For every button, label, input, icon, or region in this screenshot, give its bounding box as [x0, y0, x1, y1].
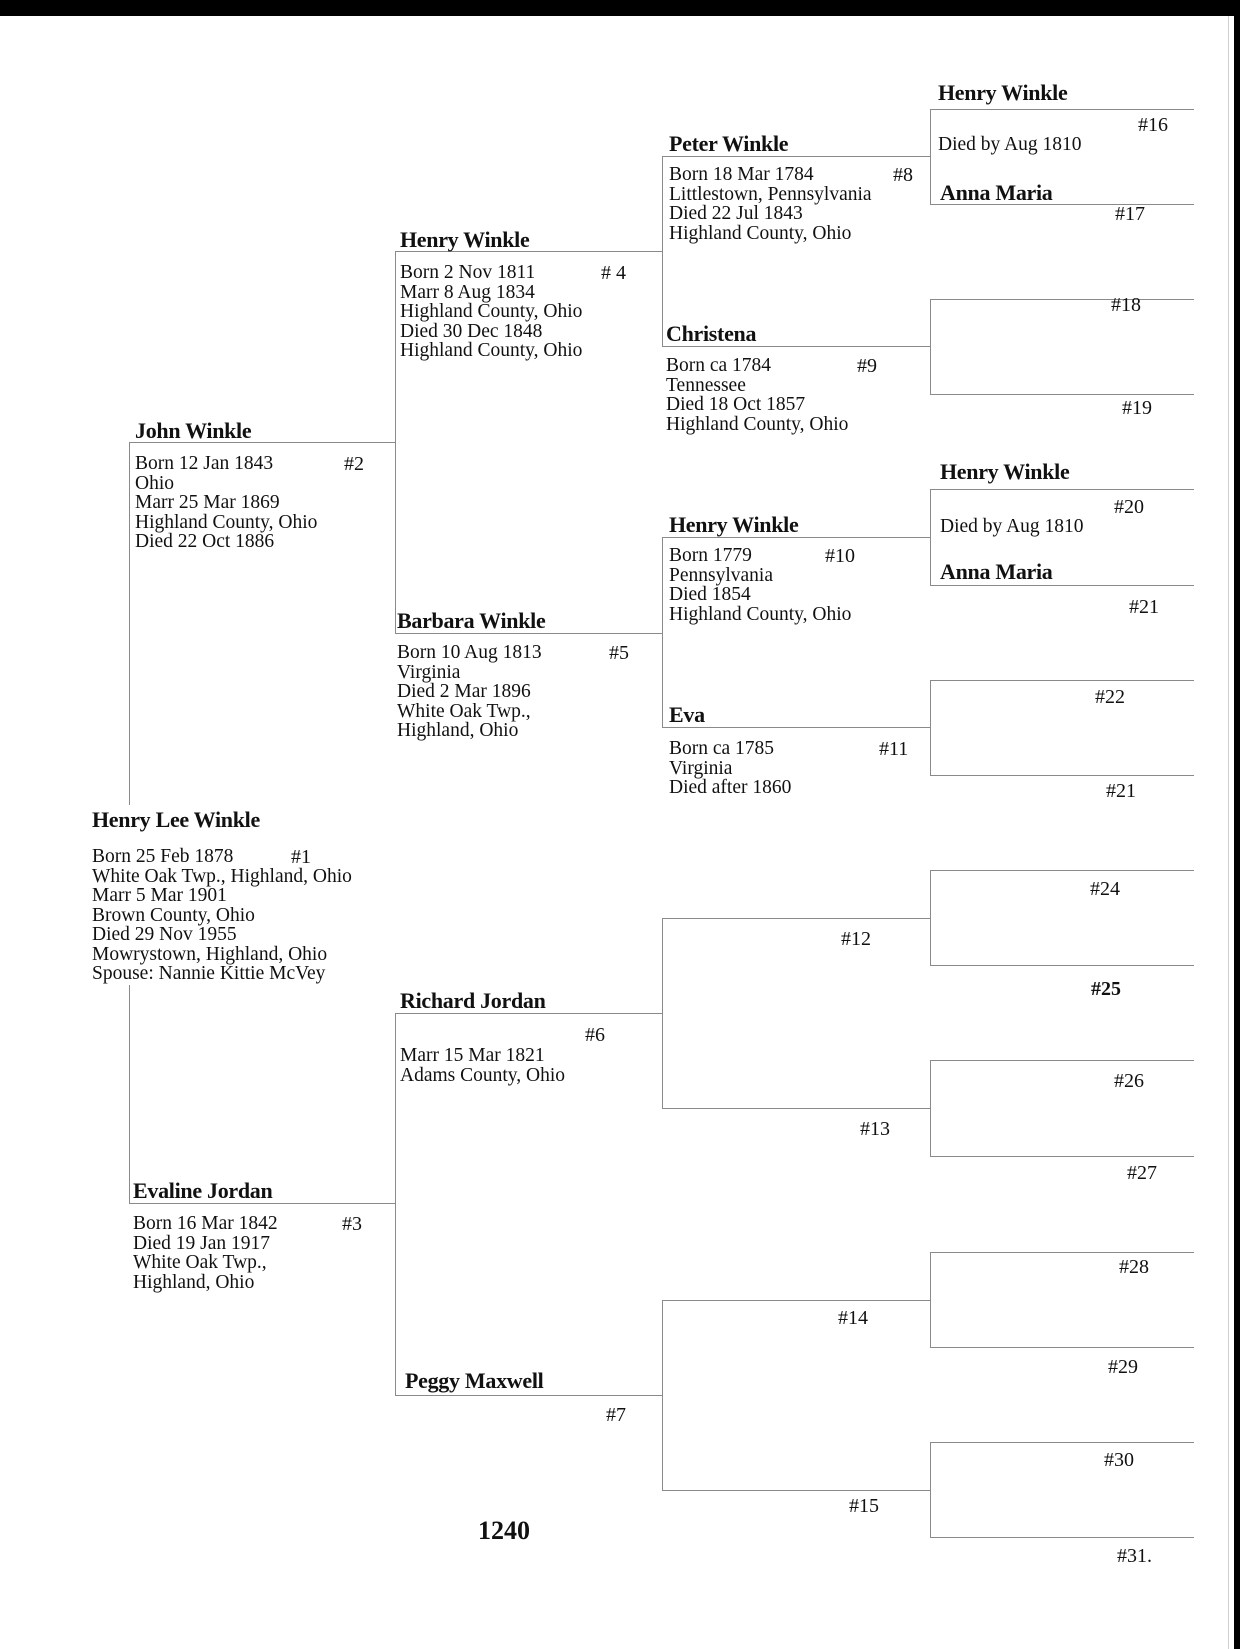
connector-line — [662, 1300, 663, 1490]
detail-line: Born 16 Mar 1842 — [133, 1213, 278, 1234]
detail-line: Marr 15 Mar 1821 — [400, 1045, 545, 1066]
person-name: Christena — [666, 321, 757, 346]
connector-line — [930, 870, 1194, 871]
ahnentafel-number: #24 — [1090, 878, 1120, 900]
person-name: Anna Maria — [940, 180, 1053, 205]
detail-line: Died 29 Nov 1955 — [92, 924, 237, 945]
connector-line — [930, 1537, 1194, 1538]
detail-line: Marr 8 Aug 1834 — [400, 281, 535, 303]
connector-line — [930, 1252, 931, 1347]
person-details — [92, 847, 352, 984]
connector-line — [930, 1347, 1194, 1348]
connector-line — [930, 680, 1194, 681]
person-name: Peggy Maxwell — [405, 1368, 544, 1393]
ahnentafel-number: #16 — [1138, 114, 1168, 136]
detail-line: White Oak Twp., — [133, 1252, 267, 1273]
detail-line: Ohio — [135, 472, 174, 494]
detail-line: Brown County, Ohio — [92, 904, 255, 926]
person-details — [938, 135, 1082, 155]
ahnentafel-number: #19 — [1122, 397, 1152, 419]
ahnentafel-number: #3 — [342, 1213, 362, 1235]
ahnentafel-number: #20 — [1114, 496, 1144, 518]
connector-line — [662, 1300, 930, 1301]
ahnentafel-number: #12 — [841, 928, 871, 950]
person-name: John Winkle — [135, 418, 252, 443]
connector-line — [662, 1490, 930, 1491]
detail-line: Died 19 Jan 1917 — [133, 1232, 271, 1254]
detail-line: Died after 1860 — [669, 777, 792, 798]
person-name: Evaline Jordan — [133, 1178, 273, 1203]
ahnentafel-number: #15 — [849, 1495, 879, 1517]
detail-line: Spouse: Nannie Kittie McVey — [92, 963, 326, 984]
person-name: Anna Maria — [940, 559, 1053, 584]
connector-line — [930, 1442, 1194, 1443]
ahnentafel-number: #1 — [291, 846, 311, 868]
connector-line — [930, 965, 1194, 966]
detail-line: Pennsylvania — [669, 564, 773, 586]
detail-line: Died 30 Dec 1848 — [400, 320, 543, 342]
detail-line: Virginia — [397, 661, 461, 683]
ahnentafel-number: #30 — [1104, 1449, 1134, 1471]
ahnentafel-number: # 4 — [601, 262, 626, 284]
detail-line: Born ca 1785 — [669, 738, 775, 759]
connector-line — [930, 870, 931, 965]
connector-line — [930, 109, 931, 204]
ahnentafel-number: #9 — [857, 355, 877, 377]
ahnentafel-number: #21 — [1106, 780, 1136, 802]
person-name: Henry Lee Winkle — [92, 807, 260, 832]
person-name: Henry Winkle — [938, 80, 1068, 105]
connector-line — [930, 1442, 931, 1537]
connector-line — [930, 109, 1194, 110]
ahnentafel-number: #21 — [1129, 596, 1159, 618]
person-name: Richard Jordan — [400, 988, 546, 1013]
detail-line: Marr 5 Mar 1901 — [92, 885, 227, 906]
connector-line — [395, 1013, 396, 1395]
connector-line — [129, 985, 130, 1203]
detail-line: Born 12 Jan 1843 — [135, 453, 274, 474]
detail-line: Highland, Ohio — [133, 1271, 255, 1293]
ahnentafel-number: #2 — [344, 453, 364, 475]
connector-line — [930, 680, 931, 775]
connector-line — [395, 251, 396, 634]
detail-line: White Oak Twp., Highland, Ohio — [92, 865, 352, 887]
person-details — [400, 1046, 565, 1085]
connector-line — [930, 489, 1194, 490]
detail-line: Died 1854 — [669, 584, 751, 605]
person-details — [133, 1214, 278, 1292]
connector-line — [662, 918, 663, 1108]
detail-line: Virginia — [669, 757, 733, 779]
person-details — [669, 546, 851, 624]
ahnentafel-number: #27 — [1127, 1162, 1157, 1184]
detail-line: Highland County, Ohio — [666, 413, 849, 435]
ahnentafel-number: #5 — [609, 642, 629, 664]
ahnentafel-number: #29 — [1108, 1356, 1138, 1378]
detail-line: Born 25 Feb 1878 — [92, 846, 234, 867]
detail-line: Highland, Ohio — [397, 720, 519, 741]
connector-line — [930, 1252, 1194, 1253]
ahnentafel-number: #11 — [879, 738, 909, 760]
detail-line: Died 2 Mar 1896 — [397, 681, 531, 702]
detail-line: Tennessee — [666, 374, 746, 396]
ahnentafel-number: #14 — [838, 1307, 868, 1329]
connector-line — [662, 537, 663, 727]
connector-line — [930, 299, 1194, 300]
connector-line — [930, 394, 1194, 395]
person-name: Henry Winkle — [940, 459, 1070, 484]
connector-line — [662, 156, 663, 346]
person-name: Barbara Winkle — [397, 608, 546, 633]
person-name: Henry Winkle — [400, 227, 530, 252]
person-details — [669, 739, 791, 798]
detail-line: Highland County, Ohio — [669, 222, 852, 244]
person-details — [940, 517, 1084, 537]
ahnentafel-number: #8 — [893, 164, 913, 186]
detail-line: Highland County, Ohio — [400, 301, 583, 322]
ahnentafel-number: #13 — [860, 1118, 890, 1140]
detail-line: Died 22 Oct 1886 — [135, 531, 275, 552]
ahnentafel-number: #22 — [1095, 686, 1125, 708]
ahnentafel-number: #7 — [606, 1404, 626, 1426]
detail-line: Highland County, Ohio — [669, 603, 852, 625]
detail-line: Littlestown, Pennsylvania — [669, 183, 872, 205]
person-details — [666, 356, 848, 434]
detail-line: Born 2 Nov 1811 — [400, 262, 536, 283]
connector-line — [662, 918, 930, 919]
detail-line: Born ca 1784 — [666, 355, 772, 376]
ahnentafel-number: #31. — [1117, 1545, 1152, 1567]
detail-line: Died 22 Jul 1843 — [669, 203, 803, 224]
detail-line: Mowrystown, Highland, Ohio — [92, 943, 328, 965]
detail-line: White Oak Twp., — [397, 700, 531, 722]
connector-line — [930, 585, 1194, 586]
connector-line — [930, 1060, 931, 1156]
ahnentafel-number: #6 — [585, 1024, 605, 1046]
ahnentafel-number: #10 — [825, 545, 855, 567]
connector-line — [930, 1156, 1194, 1157]
connector-line — [930, 299, 931, 394]
detail-line: Born 1779 — [669, 545, 752, 566]
connector-line — [930, 489, 931, 585]
ahnentafel-number: #28 — [1119, 1256, 1149, 1278]
page-number: 1240 — [478, 1516, 530, 1545]
ahnentafel-number: #25 — [1091, 978, 1121, 1000]
detail-line: Died by Aug 1810 — [938, 134, 1082, 155]
person-details — [135, 454, 317, 552]
connector-line — [930, 1060, 1194, 1061]
connector-line — [395, 1395, 662, 1396]
person-name: Eva — [669, 702, 705, 727]
detail-line: Adams County, Ohio — [400, 1064, 566, 1086]
person-details — [397, 643, 542, 741]
person-name: Henry Winkle — [669, 512, 799, 537]
person-details — [669, 165, 872, 243]
detail-line: Born 10 Aug 1813 — [397, 642, 542, 663]
detail-line: Born 18 Mar 1784 — [669, 164, 814, 185]
detail-line: Highland County, Ohio — [135, 511, 318, 533]
detail-line: Highland County, Ohio — [400, 340, 583, 361]
ahnentafel-number: #18 — [1111, 294, 1141, 316]
connector-line — [129, 442, 130, 805]
person-name: Peter Winkle — [669, 131, 789, 156]
detail-line: Marr 25 Mar 1869 — [135, 492, 280, 513]
detail-line: Died 18 Oct 1857 — [666, 394, 806, 415]
person-details — [400, 263, 582, 361]
connector-line — [930, 775, 1194, 776]
ahnentafel-number: #17 — [1115, 203, 1145, 225]
ahnentafel-number: #26 — [1114, 1070, 1144, 1092]
connector-line — [662, 1108, 930, 1109]
detail-line: Died by Aug 1810 — [940, 516, 1084, 537]
